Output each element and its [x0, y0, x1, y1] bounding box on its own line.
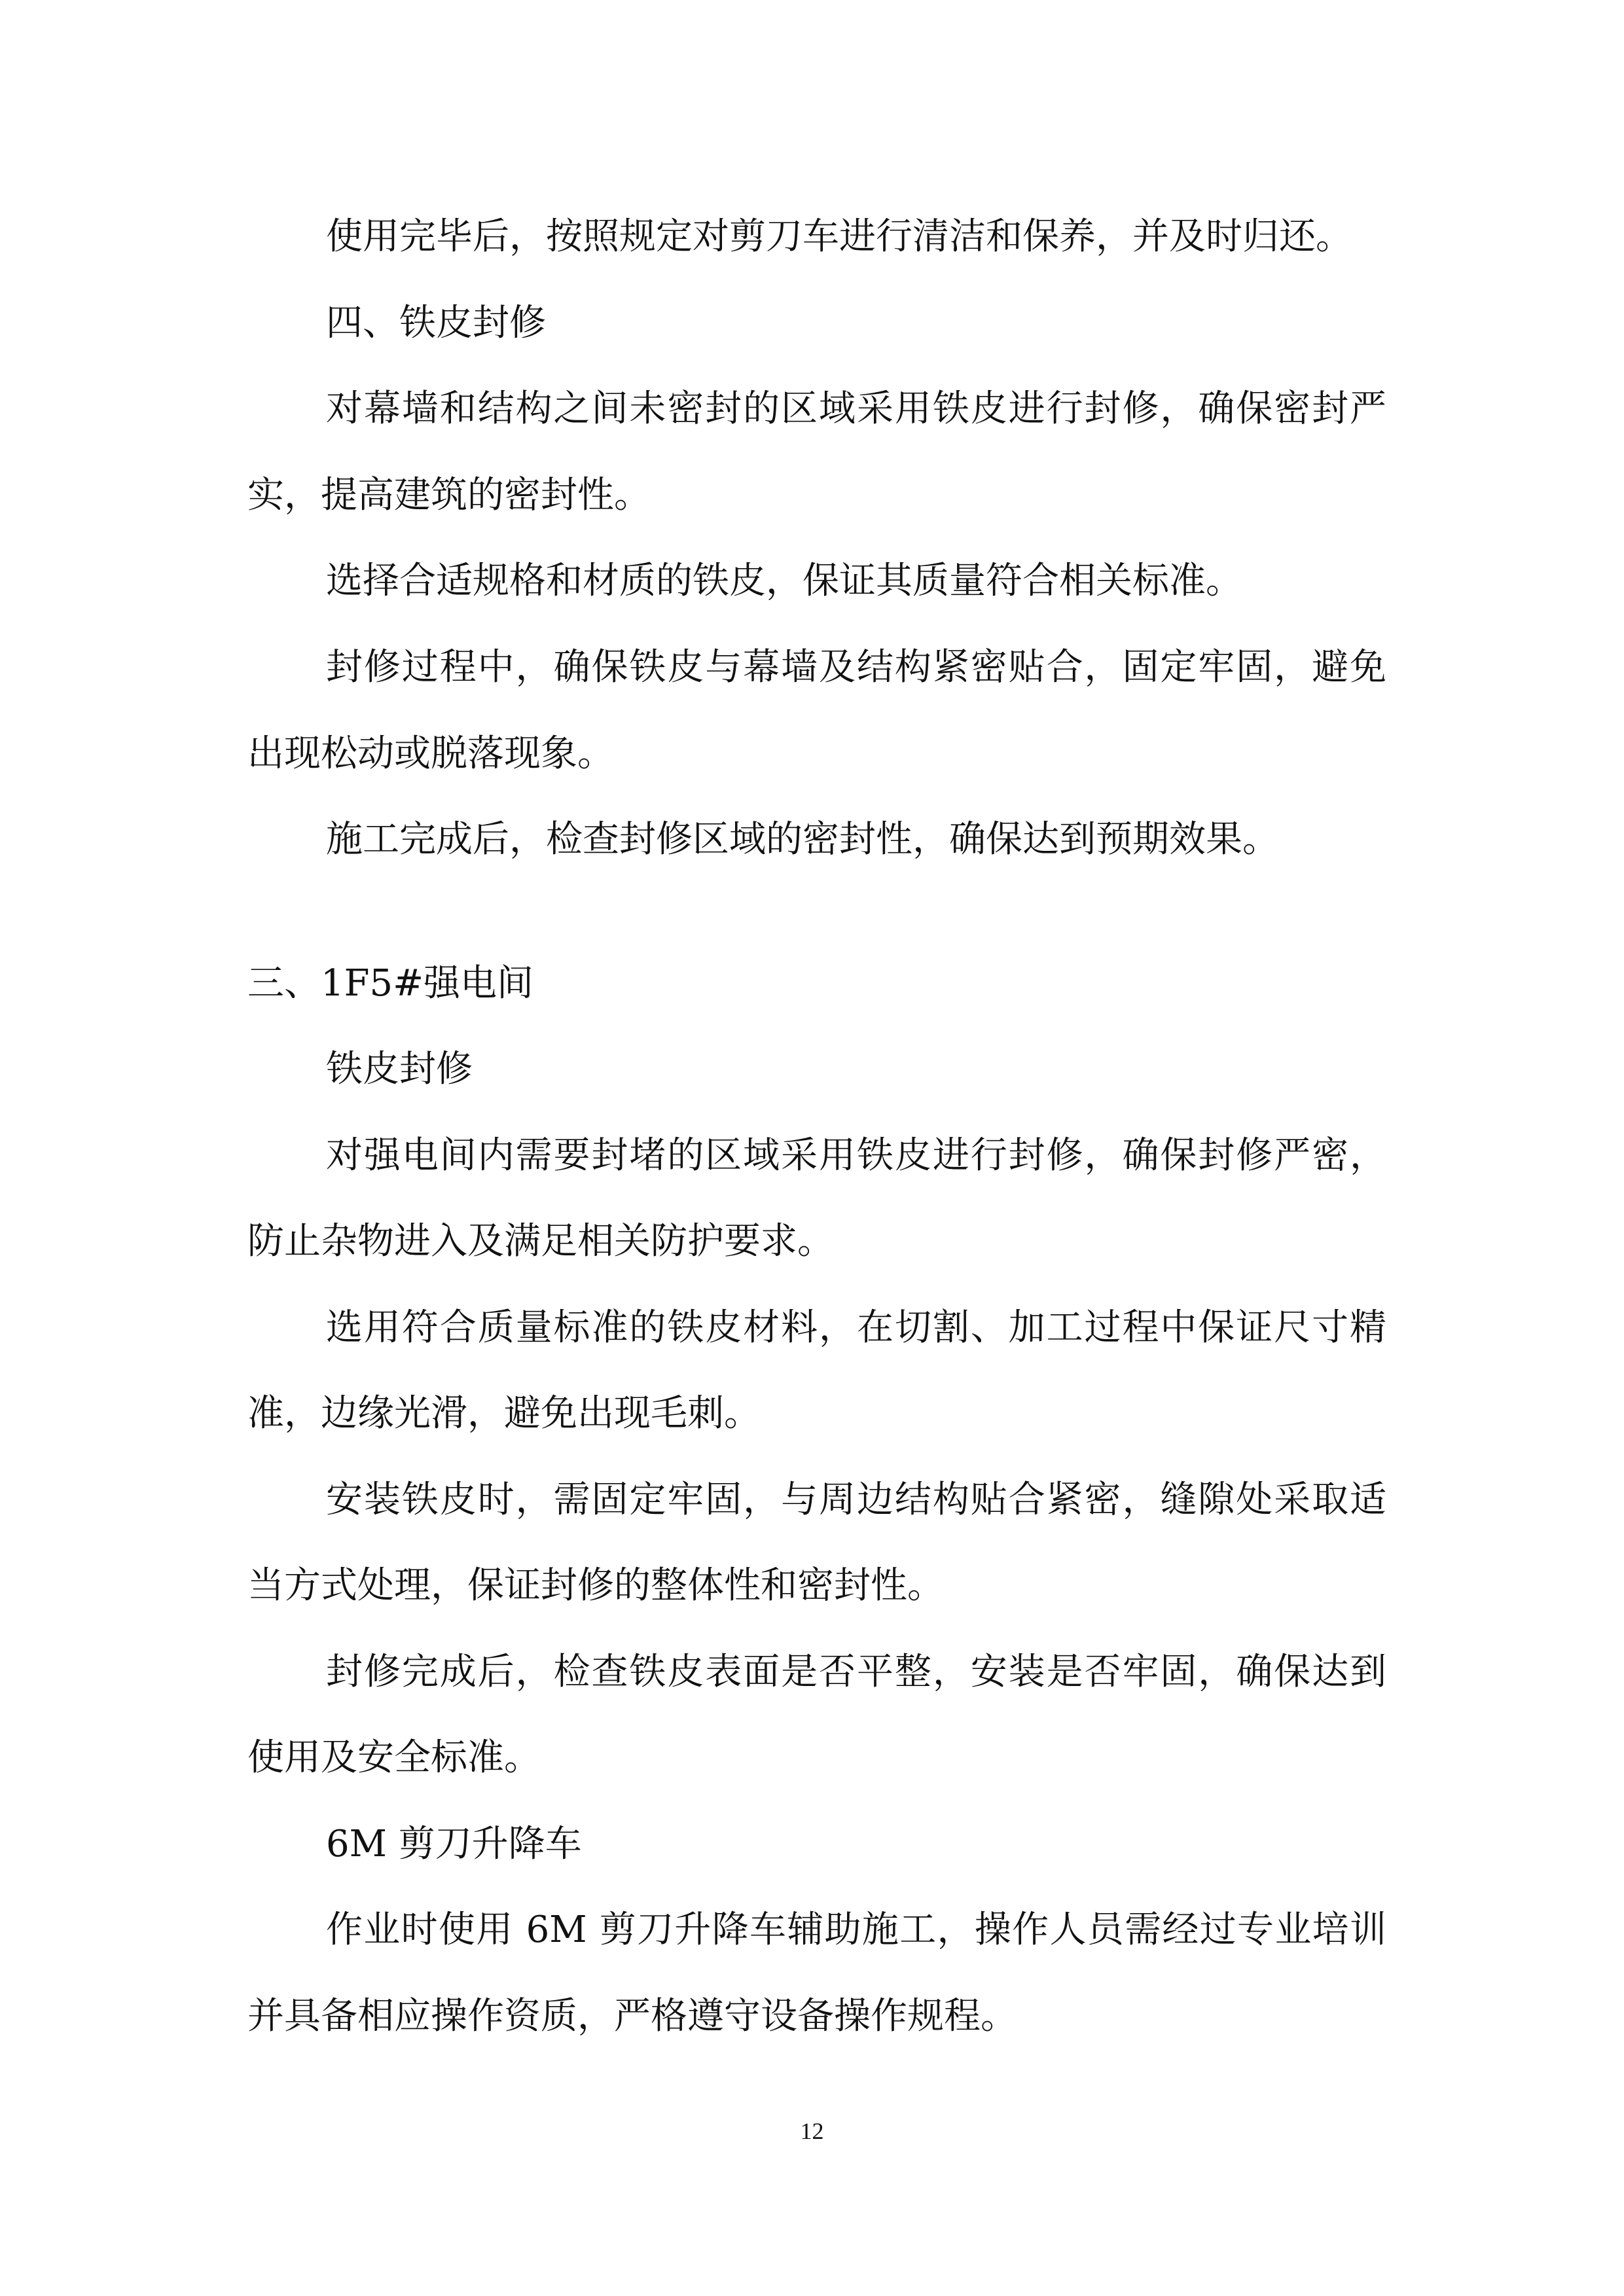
paragraph-line: 对强电间内需要封堵的区域采用铁皮进行封修，确保封修严密，: [326, 1134, 1386, 1177]
paragraph-line: 作业时使用 6M 剪刀升降车辅助施工，操作人员需经过专业培训: [326, 1909, 1386, 1951]
paragraph-line: 对幕墙和结构之间未密封的区域采用铁皮进行封修，确保密封严: [326, 387, 1386, 430]
paragraph-line: 使用完毕后，按照规定对剪刀车进行清洁和保养，并及时归还。: [326, 215, 1352, 258]
paragraph-line: 防止杂物进入及满足相关防护要求。: [247, 1220, 834, 1263]
paragraph-line: 封修过程中，确保铁皮与幕墙及结构紧密贴合，固定牢固，避免: [326, 646, 1386, 689]
page-number: 12: [800, 2118, 824, 2144]
paragraph-line: 选择合适规格和材质的铁皮，保证其质量符合相关标准。: [326, 560, 1242, 602]
section-heading: 四、铁皮封修: [326, 302, 546, 344]
paragraph-line: 安装铁皮时，需固定牢固，与周边结构贴合紧密，缝隙处采取适: [326, 1479, 1386, 1521]
paragraph-line: 出现松动或脱落现象。: [247, 732, 614, 775]
paragraph-line: 封修完成后，检查铁皮表面是否平整，安装是否牢固，确保达到: [326, 1651, 1386, 1693]
paragraph-line: 当方式处理，保证封修的整体性和密封性。: [247, 1564, 944, 1607]
subsection-heading: 铁皮封修: [326, 1048, 473, 1090]
paragraph-line: 并具备相应操作资质，严格遵守设备操作规程。: [247, 1995, 1017, 2037]
section-heading: 三、1F5#强电间: [247, 962, 534, 1005]
paragraph-line: 选用符合质量标准的铁皮材料，在切割、加工过程中保证尺寸精: [326, 1306, 1386, 1349]
paragraph-line: 施工完成后，检查封修区域的密封性，确保达到预期效果。: [326, 818, 1279, 861]
paragraph-line: 实，提高建筑的密封性。: [247, 474, 651, 516]
subsection-heading: 6M 剪刀升降车: [326, 1823, 582, 1865]
paragraph-line: 使用及安全标准。: [247, 1736, 541, 1779]
paragraph-line: 准，边缘光滑，避免出现毛刺。: [247, 1392, 761, 1435]
